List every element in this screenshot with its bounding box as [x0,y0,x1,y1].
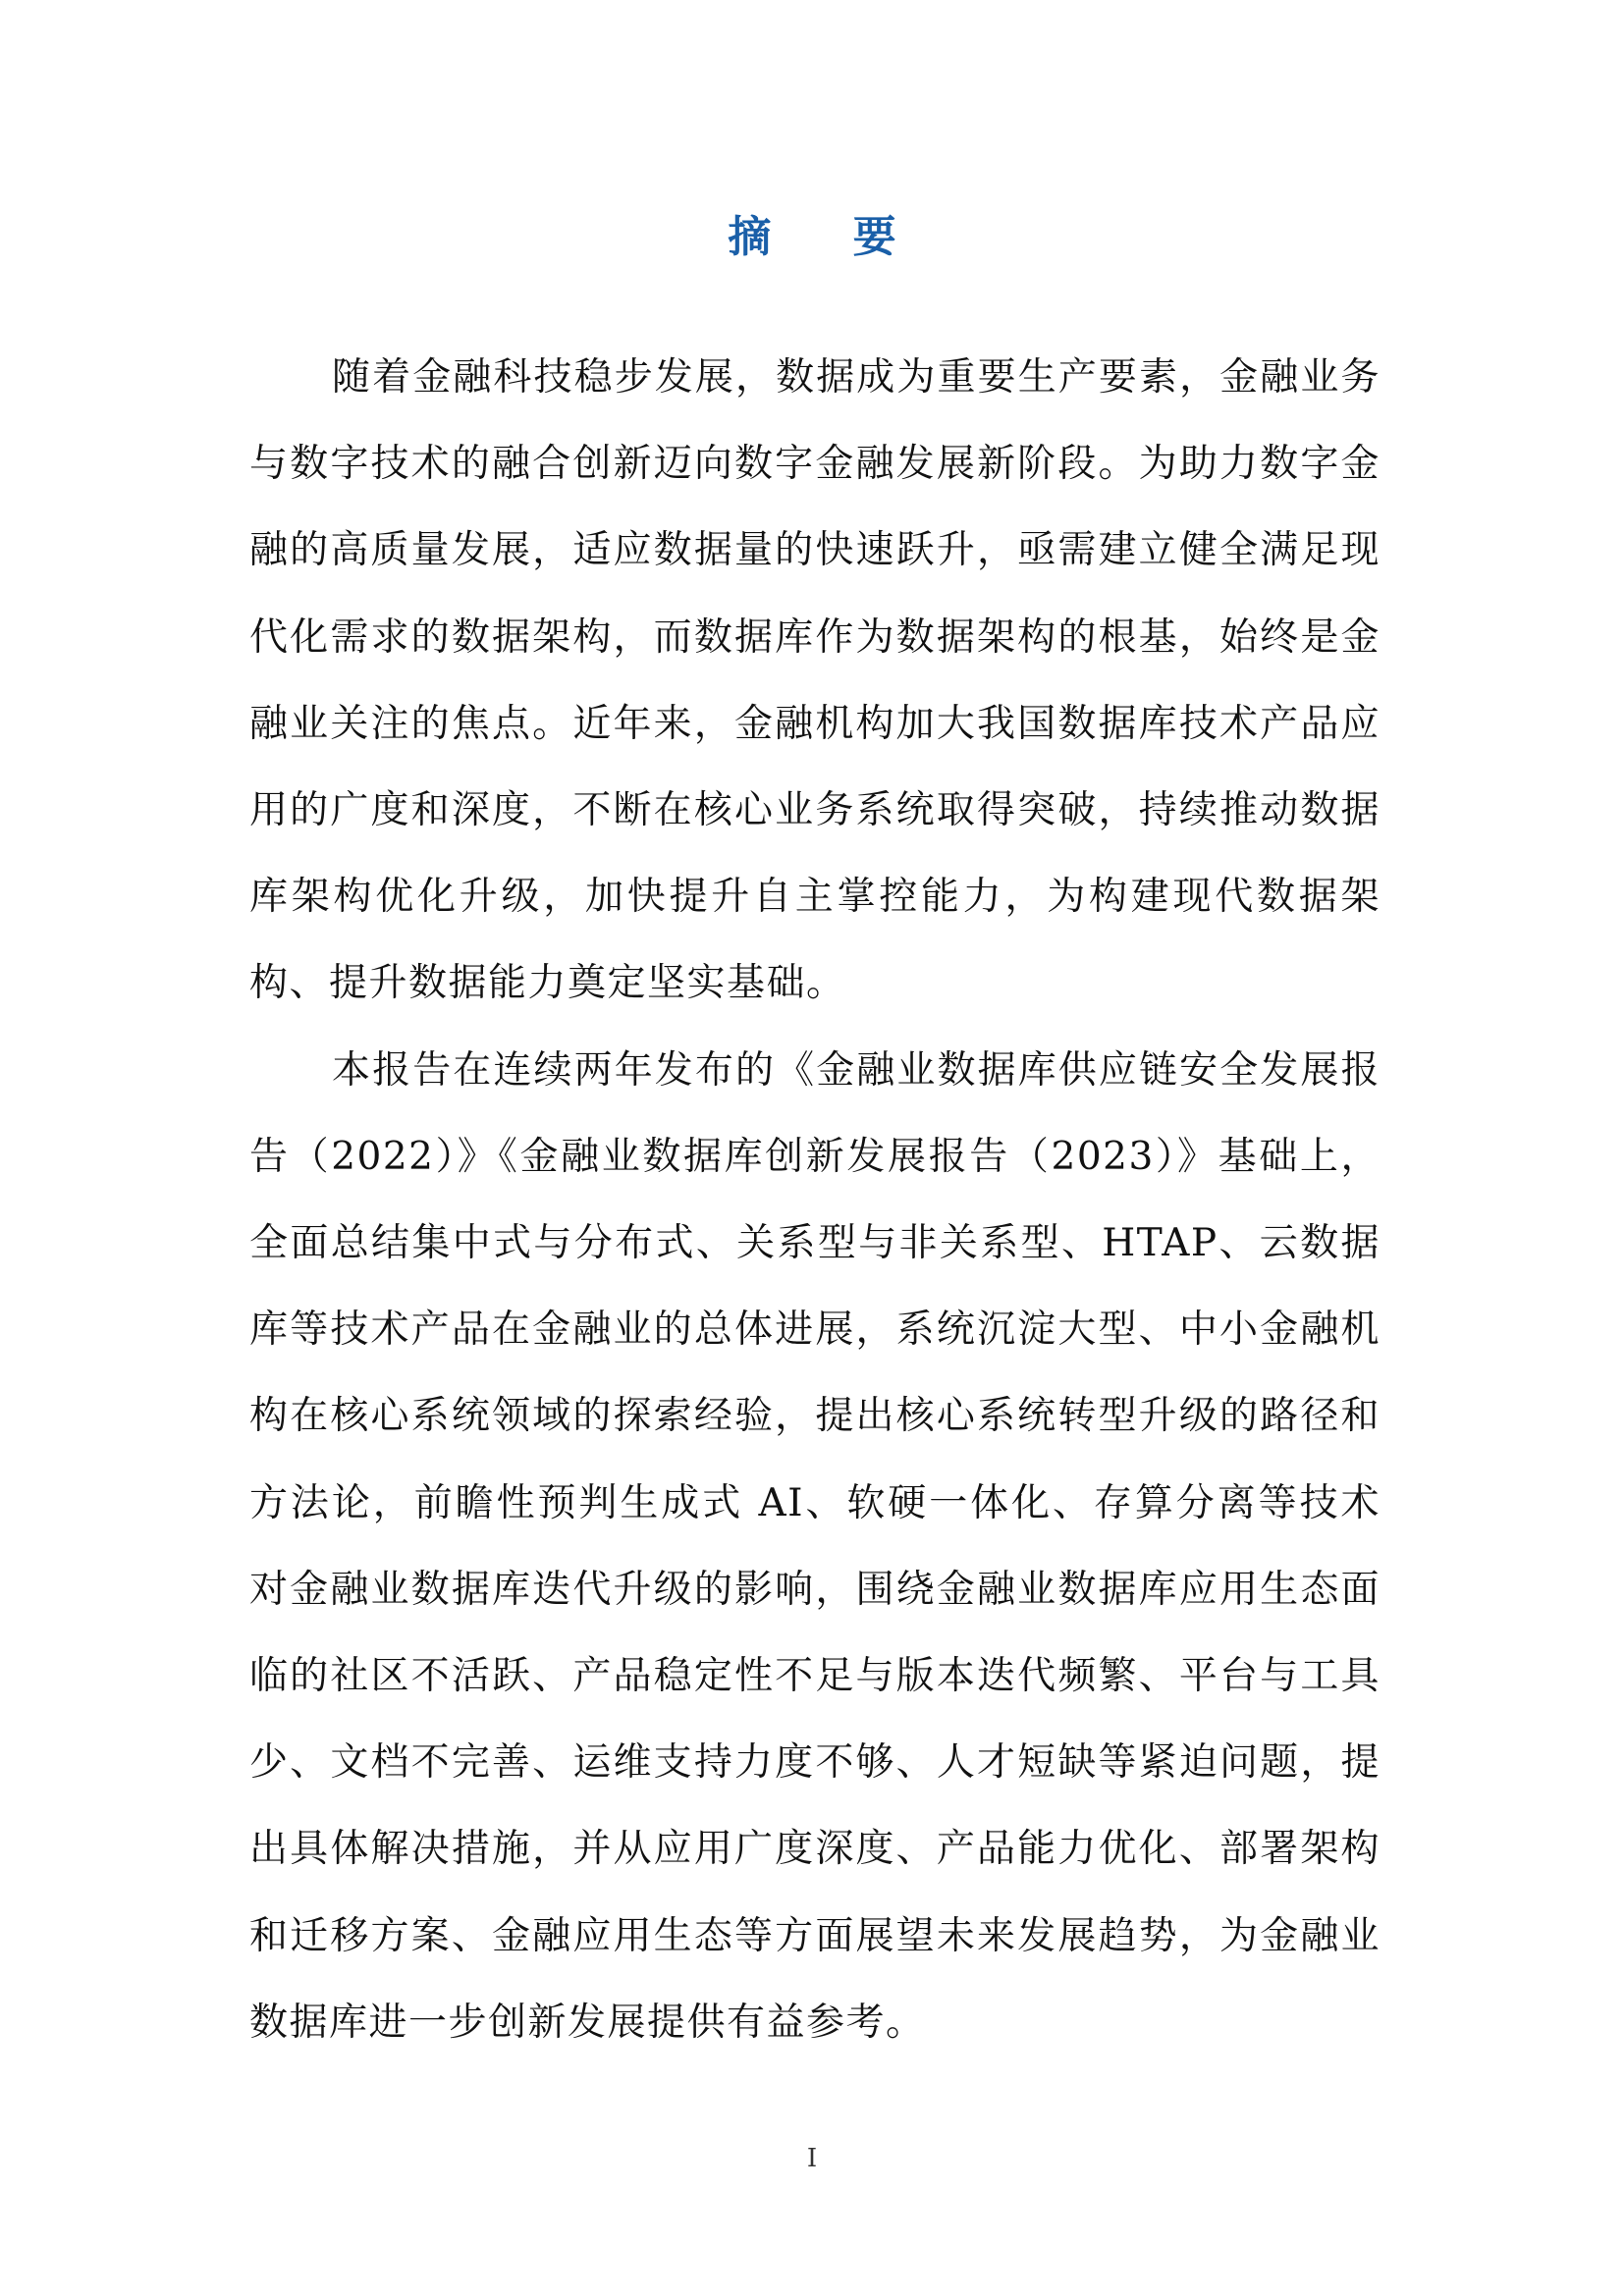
page-number: I [806,2144,818,2173]
abstract-paragraph-2: 本报告在连续两年发布的《金融业数据库供应链安全发展报告（2022）》《金融业数据库创新发展报告（2023）》基础上，全面总结集中式与分布式、关系型与非关系型、HTAP、云数据库等技术产品在金融业的总体进展，系统沉淀大型、中小金融机构在核心系统领域的探索经验，提出核心系统转型升级的路径和方法论，前瞻性预判生成式 AI、软硬一体化、存算分离等技术对金融业数据库迭代升级的影响，围绕金融业数据库应用生态面临的社区不活跃、产品稳定性不足与版本迭代频繁、平台与工具少、文档不完善、运维支持力度不够、人才短缺等紧迫问题，提出具体解决措施，并从应用广度深度、产品能力优化、部署架构和迁移方案、金融应用生态等方面展望未来发展趋势，为金融业数据库进一步创新发展提供有益参考。 [249,1047,1380,2045]
abstract-paragraph-1: 随着金融科技稳步发展，数据成为重要生产要素，金融业务与数字技术的融合创新迈向数字金融发展新阶段。为助力数字金融的高质量发展，适应数据量的快速跃升，亟需建立健全满足现代化需求的数据架构，而数据库作为数据架构的根基，始终是金融业关注的焦点。近年来，金融机构加大我国数据库技术产品应用的广度和深度，不断在核心业务系统取得突破，持续推动数据库架构优化升级，加快提升自主掌控能力，为构建现代数据架构、提升数据能力奠定坚实基础。 [249,355,1380,1006]
abstract-body [249,335,1380,2066]
page-title: 摘 要 [728,212,930,262]
